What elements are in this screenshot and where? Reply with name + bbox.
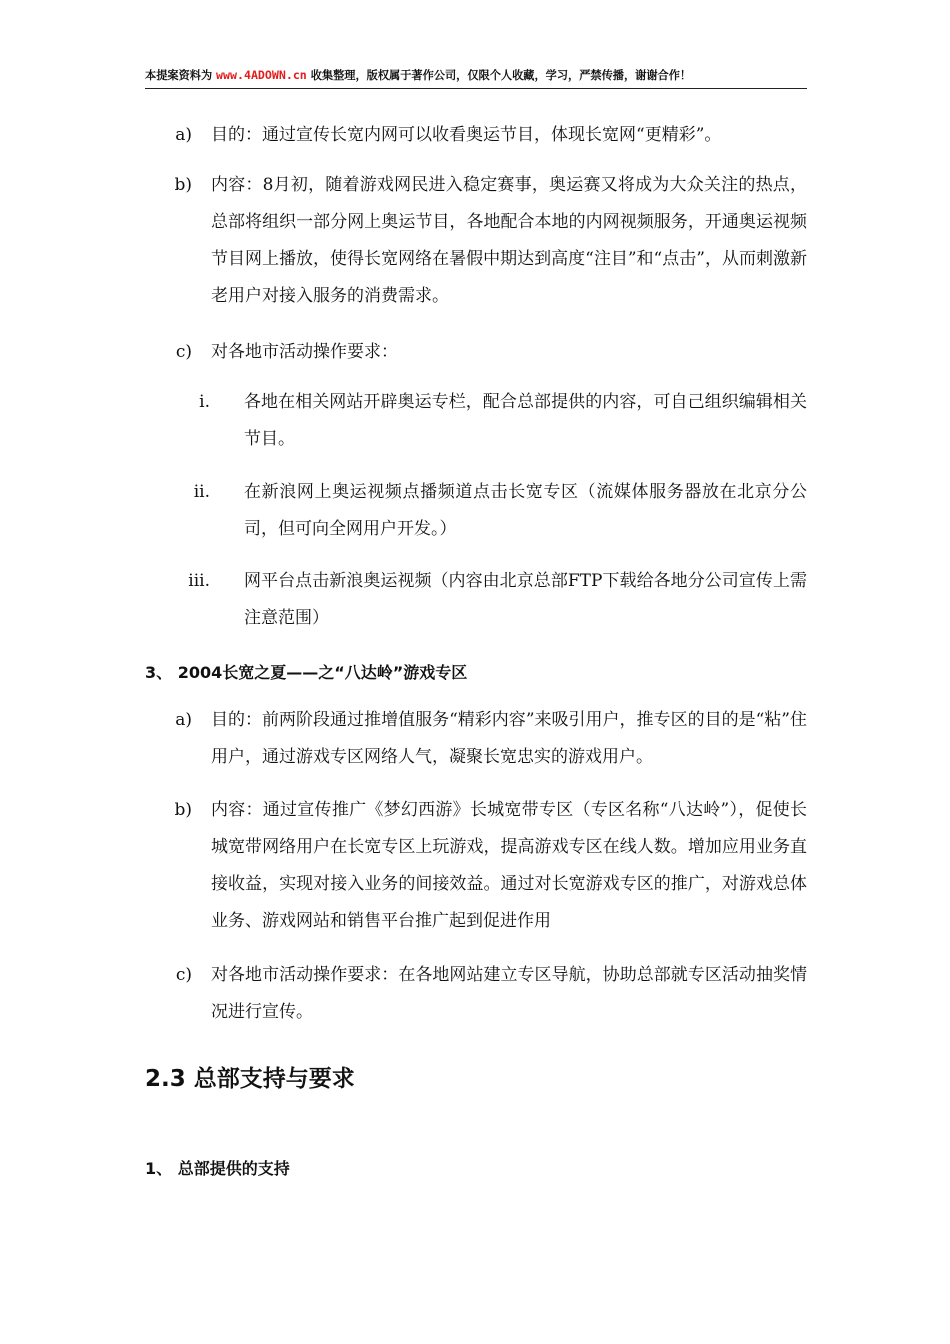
section3-item-b-text: 内容：通过宣传推广《梦幻西游》长城宽带专区（专区名称“八达岭”），促使长城宽带网络用户在长宽专区上玩游戏，提高游戏专区在线人数。增加应用业务直接收益，实现对接入业务的间接效益。通过对长宽游戏专区的推广，对游戏总体业务、游戏网站和销售平台推广起到促进作用 xyxy=(211,800,807,931)
list-marker: ii. xyxy=(193,482,210,502)
section-1-heading: 1、 总部提供的支持 xyxy=(145,1159,290,1178)
olympic-item-c-text: 对各地市活动操作要求： xyxy=(211,342,398,362)
header-suffix: 收集整理，版权属于著作公司，仅限个人收藏，学习，严禁传播，谢谢合作！ xyxy=(310,69,692,82)
section-3-heading: 3、 2004长宽之夏——之“八达岭”游戏专区 xyxy=(145,663,468,682)
header-prefix: 本提案资料为 xyxy=(145,69,213,82)
list-marker: a) xyxy=(175,125,192,145)
header-divider xyxy=(145,88,807,89)
olympic-subitem-i-text: 各地在相关网站开辟奥运专栏，配合总部提供的内容，可自己组织编辑相关节目。 xyxy=(244,392,807,449)
list-marker: i. xyxy=(199,392,210,412)
list-marker: b) xyxy=(174,175,192,195)
section3-item-a-text: 目的：前两阶段通过推增值服务“精彩内容”来吸引用户，推专区的目的是“粘”住用户，通过游戏专区网络人气，凝聚长宽忠实的游戏用户。 xyxy=(211,710,807,767)
list-marker: c) xyxy=(175,342,192,362)
page-header xyxy=(145,67,807,83)
section-2-3-heading: 2.3 总部支持与要求 xyxy=(145,1066,355,1092)
olympic-item-a-text: 目的：通过宣传长宽内网可以收看奥运节目，体现长宽网“更精彩”。 xyxy=(211,125,722,145)
section3-item-c-text: 对各地市活动操作要求：在各地网站建立专区导航，协助总部就专区活动抽奖情况进行宣传。 xyxy=(211,965,807,1022)
list-marker: a) xyxy=(175,710,192,730)
olympic-item-b-text: 内容：8月初，随着游戏网民进入稳定赛事，奥运赛又将成为大众关注的热点，总部将组织一部分网上奥运节目，各地配合本地的内网视频服务，开通奥运视频节目网上播放，使得长宽网络在暑假中期达到高度“注目”和“点击”，从而刺激新老用户对接入服务的消费需求。 xyxy=(211,175,807,306)
olympic-subitem-ii-text: 在新浪网上奥运视频点播频道点击长宽专区（流媒体服务器放在北京分公司，但可向全网用户开发。） xyxy=(244,482,807,539)
olympic-subitem-iii-text: 网平台点击新浪奥运视频（内容由北京总部FTP下载给各地分公司宣传上需注意范围） xyxy=(244,571,807,628)
header-site-link[interactable]: www.4ADOWN.cn xyxy=(216,68,307,82)
list-marker: iii. xyxy=(188,571,210,591)
list-marker: c) xyxy=(175,965,192,985)
list-marker: b) xyxy=(174,800,192,820)
